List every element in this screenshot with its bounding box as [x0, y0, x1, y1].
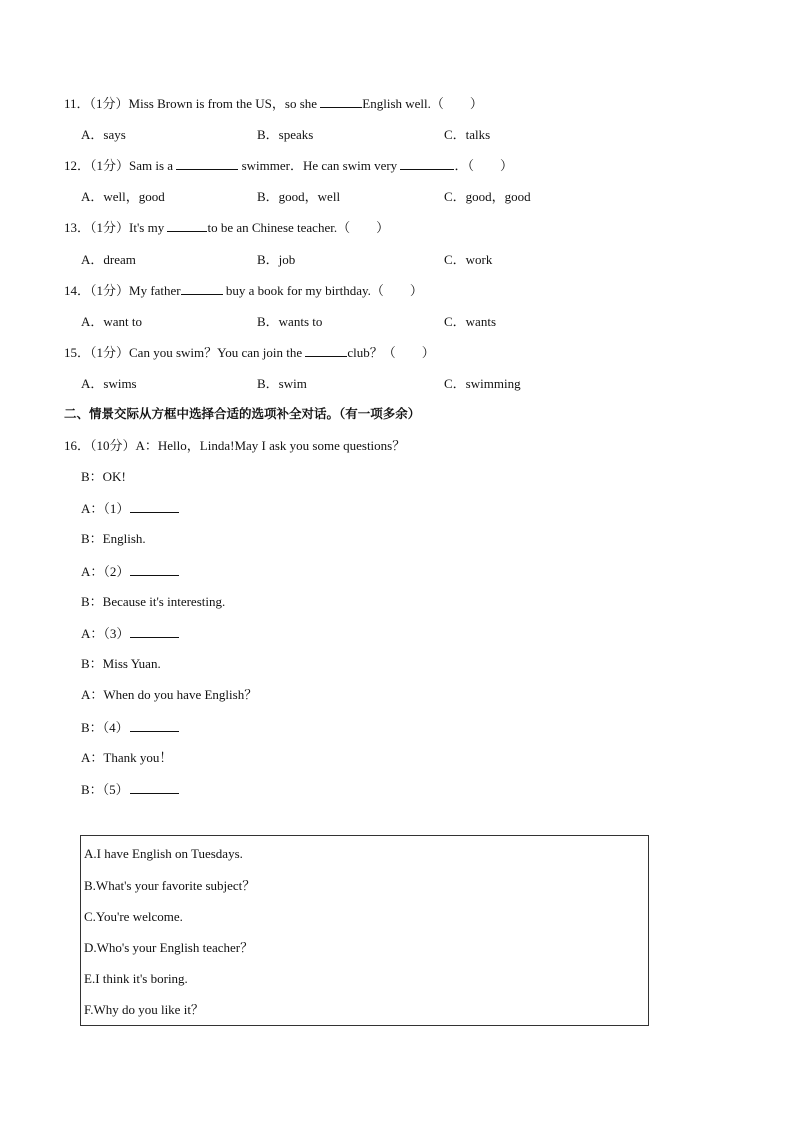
option-a[interactable]: A．dream — [81, 252, 136, 267]
choice-e: E.I think it's boring. — [84, 971, 188, 986]
question-number: 16．（10分） — [64, 438, 136, 453]
dialogue-line-blank: B：（5） — [81, 781, 179, 798]
dialogue-line: B：Because it's interesting. — [81, 594, 226, 609]
option-c[interactable]: C．talks — [444, 127, 491, 142]
choice-a: A.I have English on Tuesdays. — [84, 846, 243, 861]
dialogue-line-blank: A：（2） — [81, 563, 179, 580]
dialogue-line-blank: A：（3） — [81, 625, 179, 642]
option-c[interactable]: C．swimming — [444, 376, 521, 391]
section-heading: 二、情景交际从方框中选择合适的选项补全对话。（有一项多余） — [64, 406, 421, 421]
option-b[interactable]: B．speaks — [257, 127, 314, 142]
option-b[interactable]: B．good，well — [257, 189, 341, 204]
question-11 — [64, 95, 483, 112]
answer-blank[interactable] — [130, 625, 179, 638]
option-b[interactable]: B．wants to — [257, 314, 323, 329]
dialogue-line: A：Hello，Linda!May I ask you some questions？ — [135, 438, 406, 453]
option-b[interactable]: B．job — [257, 252, 296, 267]
dialogue-line: B：OK! — [81, 469, 126, 484]
answer-blank[interactable] — [130, 563, 179, 576]
question-number: 15．（1分） — [64, 345, 130, 360]
dialogue-line: B：English. — [81, 531, 146, 546]
question-stem: to be an Chinese teacher.（ ） — [207, 220, 390, 235]
question-number: 14．（1分） — [64, 283, 130, 298]
question-stem: It's my — [129, 220, 168, 235]
choice-b: B.What's your favorite subject？ — [84, 878, 256, 893]
answer-blank[interactable] — [176, 157, 238, 170]
option-a[interactable]: A．says — [81, 127, 126, 142]
question-12 — [64, 157, 513, 174]
answer-blank[interactable] — [130, 500, 179, 513]
answer-blank[interactable] — [130, 781, 179, 794]
choice-d: D.Who's your English teacher？ — [84, 940, 254, 955]
option-c[interactable]: C．wants — [444, 314, 497, 329]
answer-blank[interactable] — [400, 157, 454, 170]
question-stem: English well.（ ） — [362, 96, 483, 111]
question-number: 11．（1分） — [64, 96, 129, 111]
question-stem: swimmer．He can swim very — [238, 158, 401, 173]
choice-f: F.Why do you like it？ — [84, 1002, 204, 1017]
dialogue-line: A：Thank you！ — [81, 750, 173, 765]
option-a[interactable]: A．well，good — [81, 189, 165, 204]
question-stem: club？（ ） — [347, 345, 435, 360]
answer-blank[interactable] — [320, 95, 362, 108]
answer-blank[interactable] — [167, 219, 207, 232]
answer-blank[interactable] — [130, 719, 179, 732]
dialogue-line-blank: B：（4） — [81, 719, 179, 736]
question-number: 13．（1分） — [64, 220, 130, 235]
option-a[interactable]: A．want to — [81, 314, 143, 329]
choice-c: C.You're welcome. — [84, 909, 183, 924]
option-b[interactable]: B．swim — [257, 376, 307, 391]
question-13 — [64, 219, 389, 236]
question-stem: ．（ ） — [454, 158, 513, 173]
question-number: 12．（1分） — [64, 158, 130, 173]
dialogue-line: A：When do you have English？ — [81, 687, 258, 702]
dialogue-line-blank: A：（1） — [81, 500, 179, 517]
option-c[interactable]: C．good，good — [444, 189, 531, 204]
question-stem: buy a book for my birthday.（ ） — [222, 283, 423, 298]
question-14 — [64, 282, 423, 299]
question-stem: Sam is a — [129, 158, 177, 173]
question-15 — [64, 344, 435, 361]
question-stem: My father — [129, 283, 181, 298]
answer-blank[interactable] — [305, 344, 347, 357]
question-stem: Miss Brown is from the US，so she — [128, 96, 321, 111]
question-16 — [64, 438, 405, 454]
option-c[interactable]: C．work — [444, 252, 493, 267]
answer-blank[interactable] — [181, 282, 223, 295]
option-a[interactable]: A．swims — [81, 376, 137, 391]
question-stem: Can you swim？You can join the — [129, 345, 306, 360]
choices-box — [80, 835, 649, 1026]
dialogue-line: B：Miss Yuan. — [81, 656, 161, 671]
